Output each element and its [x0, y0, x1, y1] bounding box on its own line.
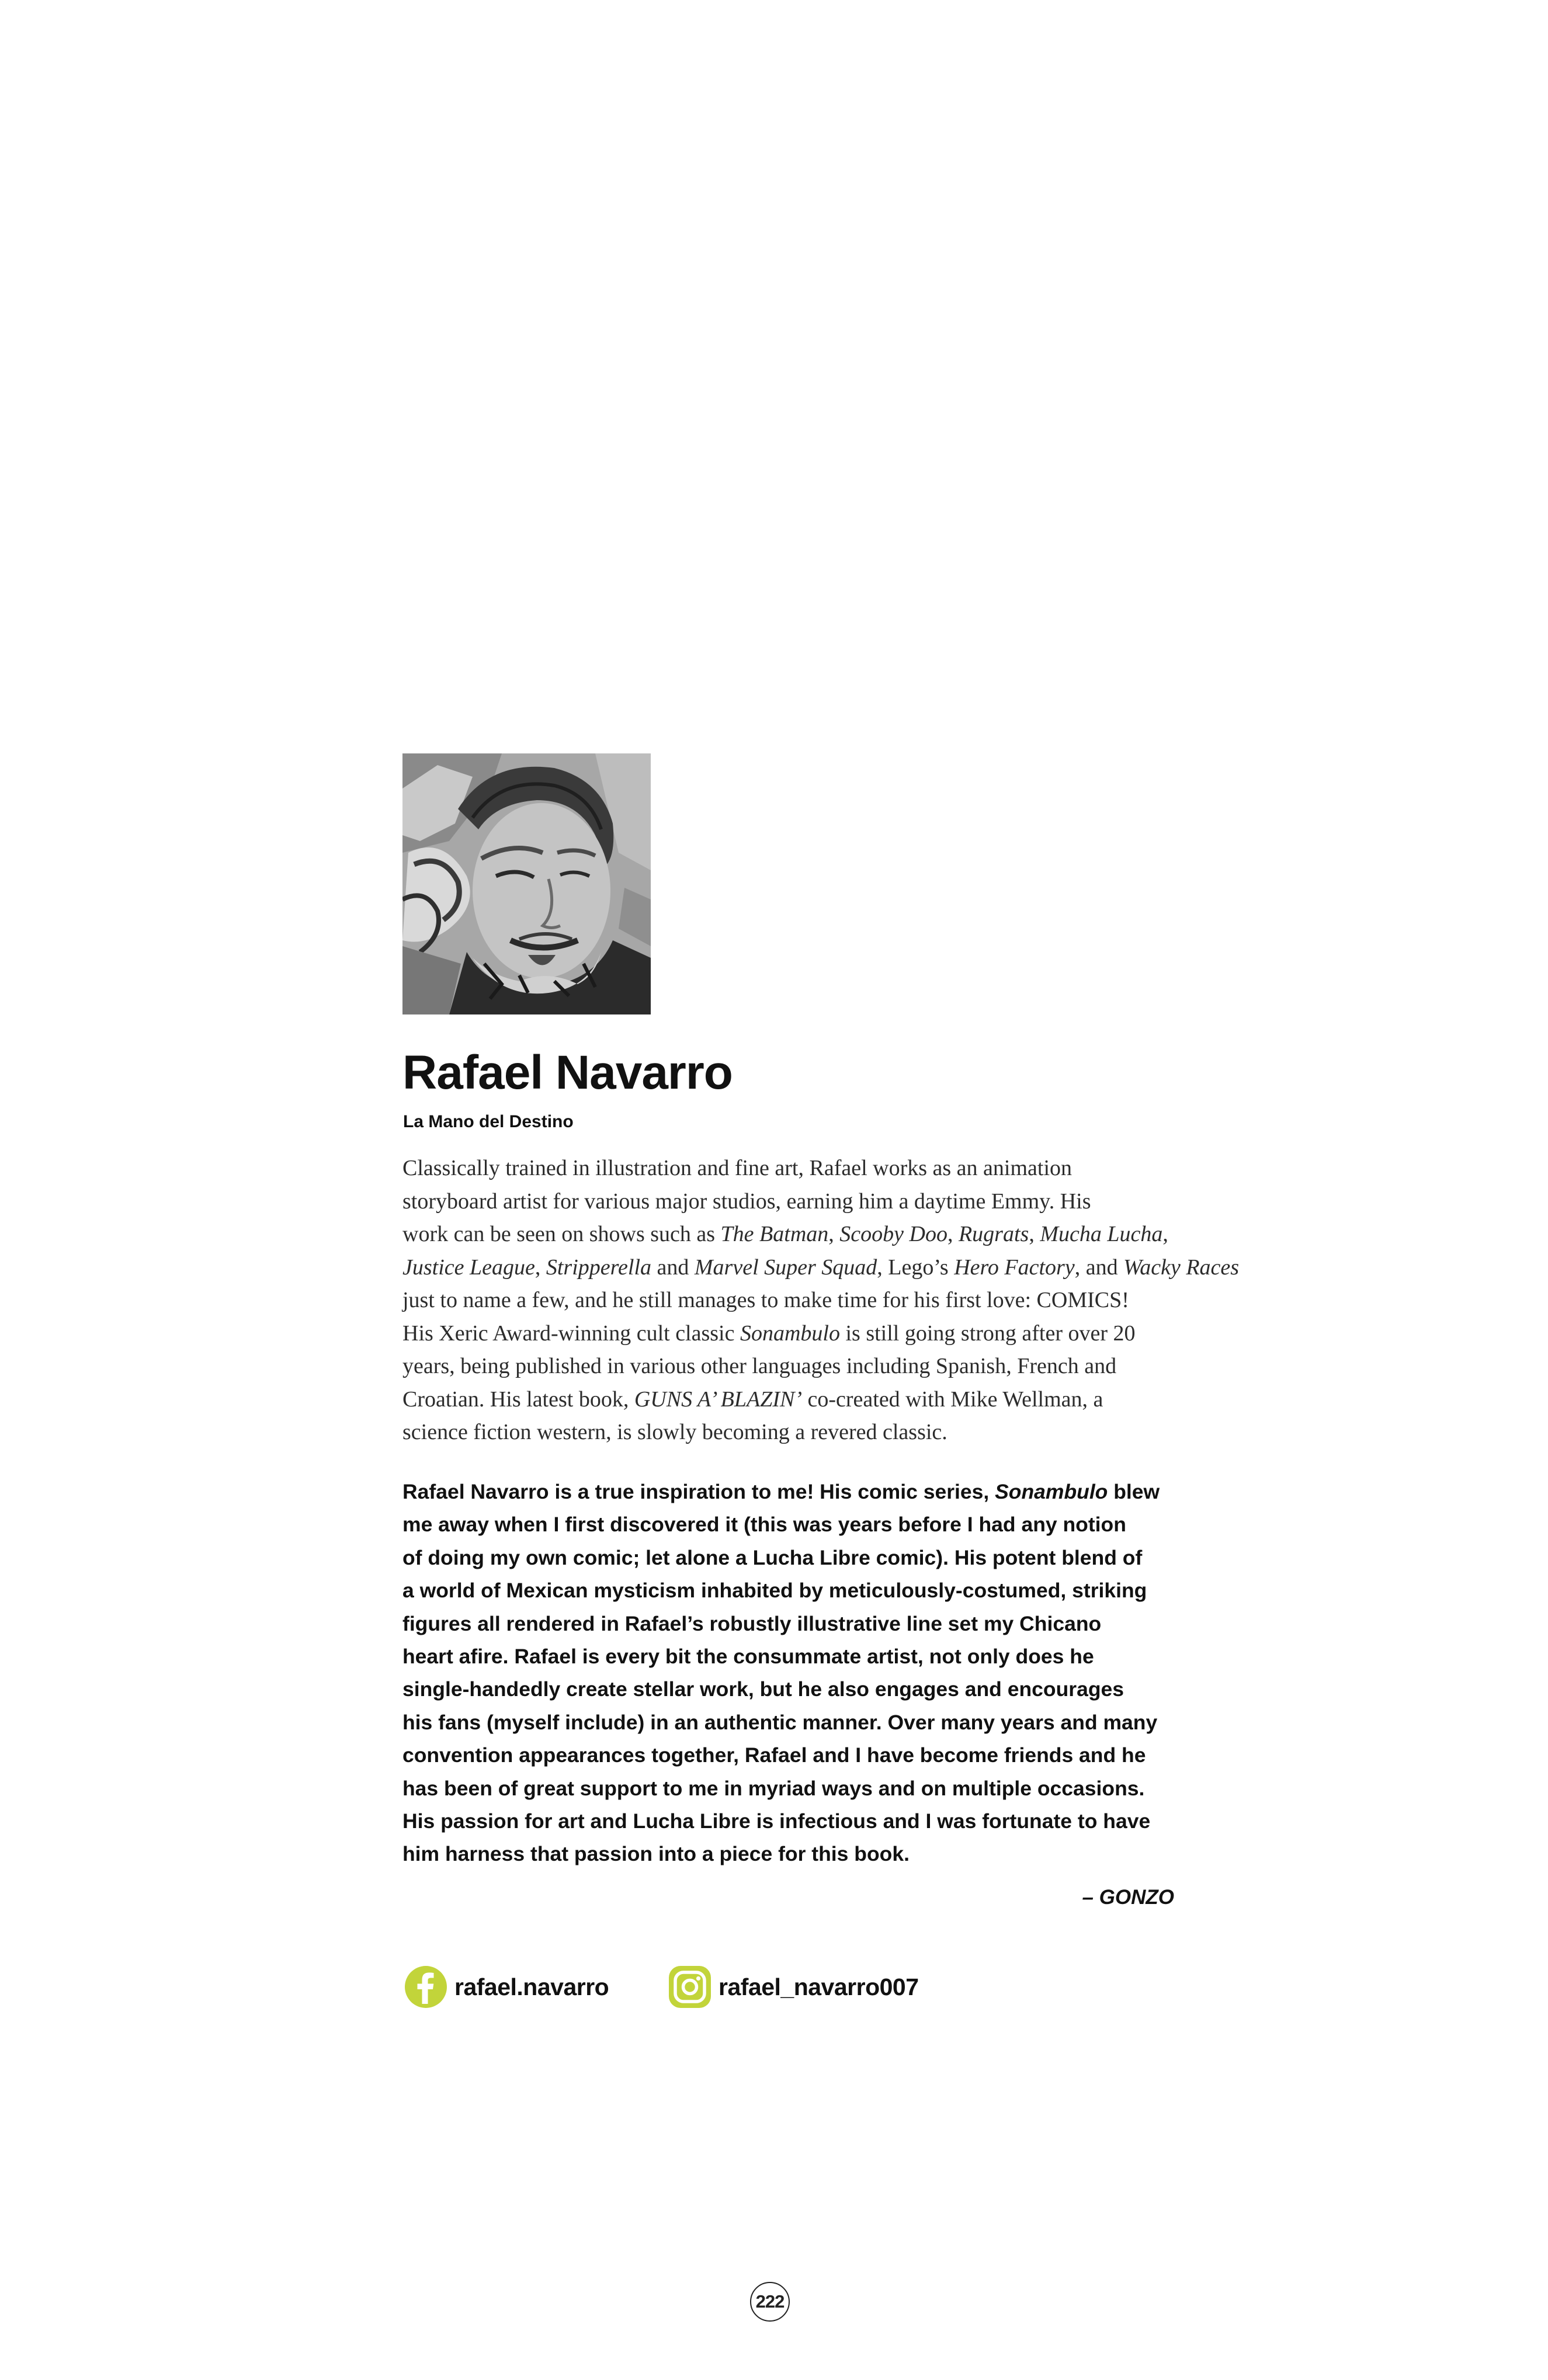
bio-line: Croatian. His latest book, GUNS A’ BLAZIN’ co-created with Mike Wellman, a — [402, 1387, 1103, 1412]
quote-line: me away when I first discovered it (this was years before I had any notion — [402, 1513, 1126, 1537]
instagram-icon — [668, 1965, 711, 2009]
artist-portrait-photo — [402, 753, 651, 1014]
quote-line: single-handedly create stellar work, but he also engages and encourages — [402, 1677, 1124, 1701]
bio-line: storyboard artist for various major studios, earning him a daytime Emmy. His — [402, 1189, 1091, 1214]
bio-line: science fiction western, is slowly becoming a revered classic. — [402, 1420, 947, 1444]
quote-attribution: – GONZO — [1082, 1886, 1174, 1909]
quote-line: a world of Mexican mysticism inhabited by meticulously-costumed, striking — [402, 1579, 1147, 1603]
bio-line: Classically trained in illustration and fine art, Rafael works as an animation — [402, 1156, 1073, 1180]
instagram-link[interactable] — [668, 1965, 919, 2009]
bio-line: just to name a few, and he still manages to make time for his first love: COMICS! — [402, 1288, 1129, 1312]
bio-line: His Xeric Award-winning cult classic Sonambulo is still going strong after over 20 — [402, 1321, 1136, 1346]
bio-line: Justice League, Stripperella and Marvel Super Squad, Lego’s Hero Factory, and Wacky Races — [402, 1255, 1240, 1280]
quote-line: him harness that passion into a piece for this book. — [402, 1842, 910, 1866]
instagram-handle: rafael_navarro007 — [719, 1973, 919, 2000]
facebook-link[interactable] — [404, 1965, 609, 2009]
testimonial-quote — [402, 1475, 1188, 1871]
quote-line: of doing my own comic; let alone a Lucha Libre comic). His potent blend of — [402, 1545, 1143, 1569]
quote-line: His passion for art and Lucha Libre is infectious and I was fortunate to have — [402, 1809, 1151, 1833]
quote-line: Rafael Navarro is a true inspiration to me! His comic series, Sonambulo blew — [402, 1480, 1160, 1503]
artist-bio-paragraph — [402, 1152, 1240, 1449]
quote-line: convention appearances together, Rafael and I have become friends and he — [402, 1743, 1146, 1767]
artist-name: Rafael Navarro — [402, 1046, 733, 1099]
quote-line: figures all rendered in Rafael’s robustly illustrative line set my Chicano — [402, 1611, 1102, 1635]
bio-line: years, being published in various other languages including Spanish, French and — [402, 1354, 1117, 1378]
facebook-icon — [404, 1965, 447, 2009]
facebook-handle: rafael.navarro — [454, 1973, 609, 2000]
quote-line: heart afire. Rafael is every bit the consummate artist, not only does he — [402, 1645, 1094, 1669]
quote-line: his fans (myself include) in an authentic manner. Over many years and many — [402, 1710, 1158, 1734]
artwork-title: La Mano del Destino — [403, 1112, 574, 1131]
bio-line: work can be seen on shows such as The Batman, Scooby Doo, Rugrats, Mucha Lucha, — [402, 1222, 1168, 1246]
quote-line: has been of great support to me in myriad ways and on multiple occasions. — [402, 1776, 1145, 1800]
page-number: 222 — [750, 2282, 790, 2322]
